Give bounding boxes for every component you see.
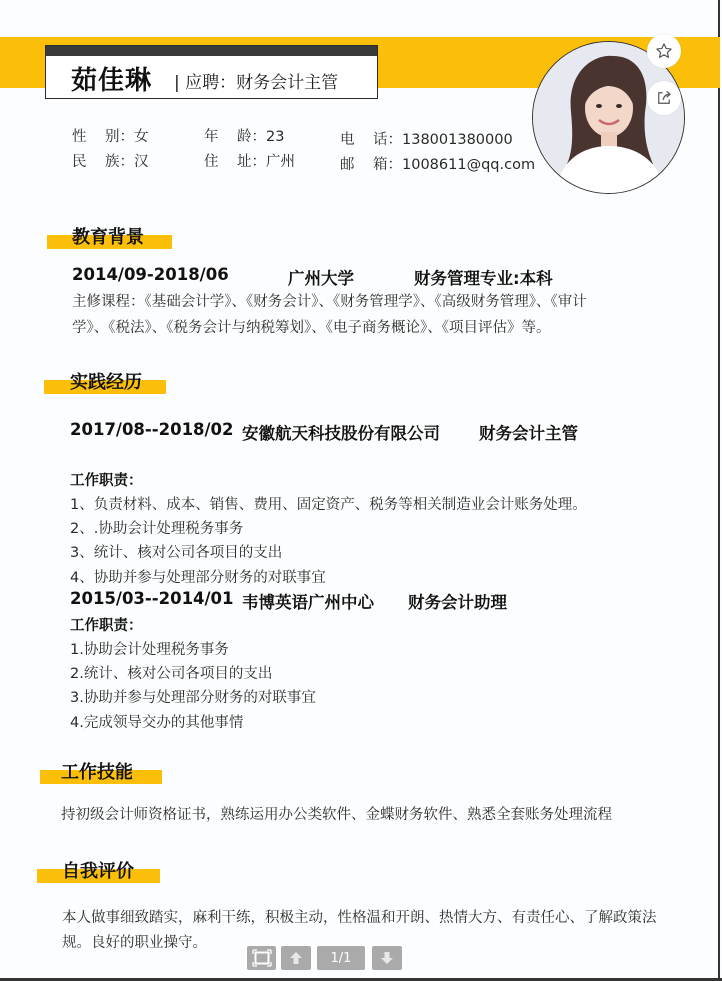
name-box-bar: [46, 46, 377, 56]
phone-value: 138001380000: [402, 132, 513, 148]
job1-duty: 2、.协助会计处理税务事务: [70, 521, 244, 537]
job1-duties-label: 工作职责：: [70, 473, 143, 489]
candidate-name: 茹佳琳: [71, 66, 153, 96]
address-value: 广州: [266, 154, 295, 170]
section-title-experience: 实践经历: [44, 368, 166, 394]
prev-page-button[interactable]: [281, 946, 311, 970]
job1-period: 2017/08--2018/02: [70, 420, 234, 439]
gender-value: 女: [134, 129, 149, 145]
applied-position: | 应聘：财务会计主管: [174, 73, 339, 93]
fullscreen-icon: [252, 949, 272, 967]
job2-company: 韦博英语广州中心: [242, 593, 374, 612]
job1-duty: 4、协助并参与处理部分财务的对联事宜: [70, 570, 326, 586]
job2-duty: 1.协助会计处理税务事务: [70, 642, 229, 658]
info-address: 住 址：广州: [204, 154, 295, 170]
section-title-education: 教育背景: [47, 223, 172, 249]
education-courses-line2: 学》、《税法》、《税务会计与纳税筹划》、《电子商务概论》、《项目评估》等。: [72, 320, 551, 336]
education-period: 2014/09-2018/06: [72, 265, 229, 284]
star-icon: [655, 42, 673, 60]
age-value: 23: [266, 129, 285, 145]
job2-duty: 2.统计、核对公司各项目的支出: [70, 666, 273, 682]
next-page-button[interactable]: [372, 946, 402, 970]
self-evaluation-line1: 本人做事细致踏实，麻利干练，积极主动，性格温和开朗、热情大方、有责任心、了解政策法: [62, 910, 657, 926]
page-indicator: 1/1: [317, 946, 365, 970]
share-icon: [655, 89, 673, 107]
info-ethnicity: 民 族：汉: [72, 154, 149, 170]
job1-duty: 1、负责材料、成本、销售、费用、固定资产、税务等相关制造业会计账务处理。: [70, 497, 587, 513]
job2-duty: 3.协助并参与处理部分财务的对联事宜: [70, 690, 316, 706]
section-title-self-evaluation: 自我评价: [37, 857, 160, 883]
name-box: [45, 45, 378, 99]
ethnicity-value: 汉: [134, 154, 149, 170]
job1-company: 安徽航天科技股份有限公司: [242, 424, 440, 443]
share-button[interactable]: [647, 81, 681, 115]
info-email: 邮 箱：1008611@qq.com: [340, 157, 536, 173]
info-phone: 电 话：138001380000: [340, 132, 513, 148]
self-evaluation-line2: 规。良好的职业操守。: [62, 935, 207, 951]
favorite-button[interactable]: [647, 34, 681, 68]
info-age: 年 龄：23: [204, 129, 285, 145]
email-value: 1008611@qq.com: [402, 157, 536, 173]
job2-duty: 4.完成领导交办的其他事情: [70, 715, 244, 731]
fullscreen-button[interactable]: [247, 946, 276, 970]
job1-duty: 3、统计、核对公司各项目的支出: [70, 545, 283, 561]
skills-text: 持初级会计师资格证书，熟练运用办公类软件、金蝶财务软件、熟悉全套账务处理流程: [61, 807, 612, 823]
job2-period: 2015/03--2014/01: [70, 589, 234, 608]
job2-duties-label: 工作职责：: [70, 618, 143, 634]
job2-position: 财务会计助理: [408, 593, 507, 612]
education-courses-line1: 主修课程：《基础会计学》、《财务会计》、《财务管理学》、《高级财务管理》、《审计: [72, 294, 587, 310]
arrow-up-icon: [289, 951, 303, 965]
education-major: 财务管理专业:本科: [414, 269, 553, 288]
education-school: 广州大学: [288, 269, 354, 288]
arrow-down-icon: [380, 951, 394, 965]
section-title-skills: 工作技能: [40, 758, 162, 784]
info-gender: 性 别：女: [72, 129, 149, 145]
job1-position: 财务会计主管: [479, 424, 578, 443]
